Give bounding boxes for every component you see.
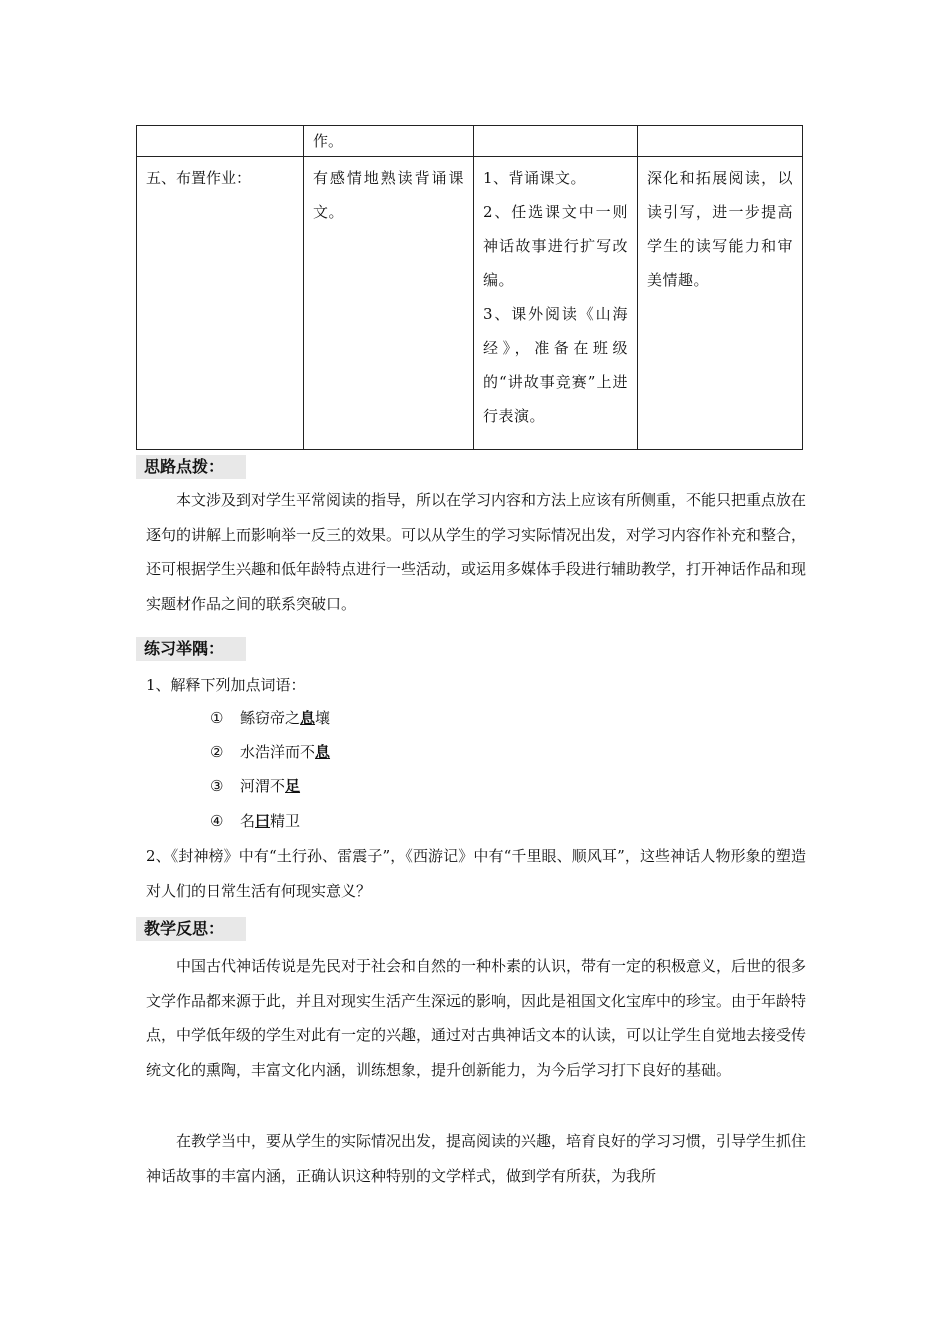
lesson-plan-table (136, 125, 803, 450)
fansi-paragraph-2 (146, 1124, 806, 1193)
fansi-text-2: 在教学当中，要从学生的实际情况出发，提高阅读的兴趣，培育良好的学习习惯，引导学生抓住神话故事的丰富内涵，正确认识这种特别的文学样式，做到学有所获，为我所 (146, 1132, 807, 1185)
homework-item-3: 3、课外阅读《山海经》，准备在班级的“讲故事竞赛”上进行表演。 (483, 305, 628, 425)
vocab-item (210, 708, 330, 728)
table-cell (474, 126, 638, 157)
table-row (137, 126, 803, 157)
section-title-lianxi: 练习举隅： (136, 637, 246, 661)
table-cell (137, 126, 304, 157)
silu-text: 本文涉及到对学生平常阅读的指导，所以在学习内容和方法上应该有所侧重，不能只把重点放在逐句的讲解上而影响举一反三的效果。可以从学生的学习实际情况出发，对学习内容作补充和整合，还可根据学生兴趣和低年龄特点进行一些活动，或运用多媒体手段进行辅助教学，打开神话作品和现实题材作品之间的联系突破口。 (146, 491, 807, 613)
item-text: 壤 (315, 709, 331, 727)
item-text: 名 (240, 812, 256, 830)
silu-paragraph (146, 483, 806, 621)
table-cell: 作。 (304, 126, 474, 157)
dotted-word: 息 (300, 709, 316, 727)
table-cell (638, 126, 803, 157)
vocab-item (210, 742, 330, 762)
item-text: 河渭不 (240, 777, 286, 795)
table-row (137, 157, 803, 450)
table-cell-step: 五、布置作业： (137, 157, 304, 450)
item-number: ④ (210, 812, 224, 830)
section-title-silu: 思路点拨： (136, 455, 246, 479)
homework-item-1: 1、背诵课文。 (483, 169, 587, 187)
vocab-item (210, 776, 300, 796)
question-2: 2、《封神榜》中有“土行孙、雷震子”，《西游记》中有“千里眼、顺风耳”，这些神话人物形象的塑造对人们的日常生活有何现实意义？ (146, 847, 806, 900)
dotted-word: 曰 (255, 812, 271, 830)
table-cell-homework (474, 157, 638, 450)
item-number: ② (210, 743, 224, 761)
homework-item-2: 2、任选课文中一则神话故事进行扩写改编。 (483, 203, 628, 289)
item-text: 精卫 (270, 812, 301, 830)
section-title-fansi: 教学反思： (136, 917, 246, 941)
fansi-paragraph-1 (146, 949, 806, 1087)
dotted-word: 息 (315, 743, 331, 761)
table-cell-student-activity: 有感情地熟读背诵课文。 (304, 157, 474, 450)
item-text: 鲧窃帝之 (240, 709, 301, 727)
item-number: ③ (210, 777, 224, 795)
table-cell-intent: 深化和拓展阅读，以读引写，进一步提高学生的读写能力和审美情趣。 (638, 157, 803, 450)
question-1: 1、解释下列加点词语： (146, 676, 306, 694)
item-text: 水浩洋而不 (240, 743, 316, 761)
dotted-word: 足 (285, 777, 301, 795)
fansi-text-1: 中国古代神话传说是先民对于社会和自然的一种朴素的认识，带有一定的积极意义，后世的很多文学作品都来源于此，并且对现实生活产生深远的影响，因此是祖国文化宝库中的珍宝。由于年龄特点，中学低年级的学生对此有一定的兴趣，通过对古典神话文本的认读，可以让学生自觉地去接受传统文化的熏陶，丰富文化内涵，训练想象，提升创新能力，为今后学习打下良好的基础。 (146, 957, 807, 1079)
vocab-item (210, 811, 300, 831)
item-number: ① (210, 709, 224, 727)
